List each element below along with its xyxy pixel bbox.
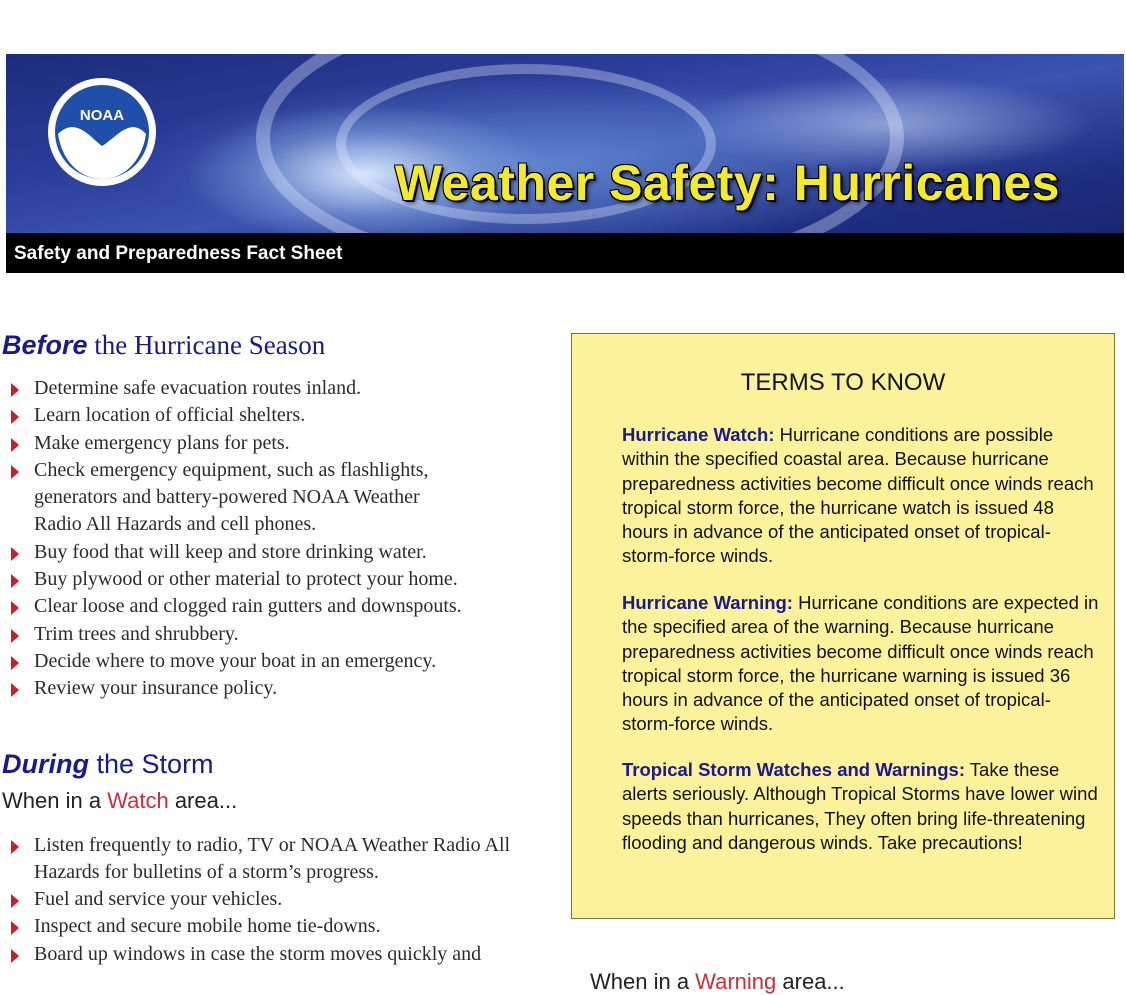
list-item	[0, 941, 560, 968]
bullet-arrow-icon	[11, 894, 19, 908]
term-label: Tropical Storm Watches and Warnings:	[622, 759, 965, 780]
watch-word: Watch	[107, 787, 169, 813]
during-heading-rest: the Storm	[89, 748, 214, 779]
list-item-text: Buy food that will keep and store drinking water.	[34, 540, 427, 563]
list-item-text: Trim trees and shrubbery.	[34, 622, 239, 645]
term-entry-tropical-storm	[622, 758, 1100, 855]
list-item	[0, 593, 560, 620]
bullet-arrow-icon	[11, 574, 19, 588]
left-column	[0, 330, 560, 968]
term-label: Hurricane Watch:	[622, 424, 775, 445]
warning-subheading	[590, 969, 845, 995]
terms-title: TERMS TO KNOW	[740, 369, 946, 396]
before-heading	[2, 330, 560, 361]
watch-list	[0, 832, 560, 968]
bullet-arrow-icon	[11, 410, 19, 424]
banner-title: Weather Safety: Hurricanes	[394, 155, 1060, 211]
list-item	[0, 375, 560, 402]
list-item	[0, 402, 560, 429]
terms-box	[571, 333, 1115, 919]
list-item-text: Board up windows in case the storm moves quickly and	[34, 942, 482, 965]
list-item	[0, 430, 560, 457]
bullet-arrow-icon	[11, 840, 19, 854]
list-item	[0, 913, 560, 940]
noaa-logo-icon	[46, 76, 158, 188]
during-heading-em: During	[2, 748, 89, 779]
term-label: Hurricane Warning:	[622, 592, 793, 613]
logo-text: NOAA	[79, 107, 125, 124]
bullet-arrow-icon	[11, 683, 19, 697]
before-heading-rest: the Hurricane Season	[87, 330, 326, 360]
list-item-text: Make emergency plans for pets.	[34, 431, 290, 454]
banner-subtitle: Safety and Preparedness Fact Sheet	[14, 243, 343, 264]
term-definition: Hurricane conditions are possible within the specified coastal area. Because hurricane preparedness activities become difficult once winds reach tropical storm force, the hurricane watch is issued 48 hours in advance of the anticipated onset of tropical-storm-force winds.	[622, 424, 1094, 567]
before-list	[0, 375, 560, 703]
bullet-arrow-icon	[11, 383, 19, 397]
bullet-arrow-icon	[11, 949, 19, 963]
list-item-text: Decide where to move your boat in an emergency.	[34, 649, 437, 672]
bullet-arrow-icon	[11, 601, 19, 615]
bullet-arrow-icon	[11, 547, 19, 561]
warning-subheading-post: area...	[776, 969, 845, 994]
before-heading-em: Before	[2, 330, 88, 360]
bullet-arrow-icon	[11, 656, 19, 670]
list-item-text: Check emergency equipment, such as flashlights, generators and battery-powered NOAA Weather Radio All Hazards and cell phones.	[34, 458, 429, 536]
term-entry-hurricane-watch	[622, 423, 1100, 569]
list-item-text: Listen frequently to radio, TV or NOAA Weather Radio All Hazards for bulletins of a storm’s progress.	[34, 833, 511, 883]
list-item-text: Clear loose and clogged rain gutters and downspouts.	[34, 595, 462, 618]
term-definition: Take these alerts seriously. Although Tropical Storms have lower wind speeds than hurricanes, They often bring life-threatening flooding and dangerous winds. Take precautions!	[622, 759, 1098, 853]
list-item	[0, 566, 560, 593]
header-banner	[6, 54, 1124, 273]
list-item	[0, 675, 560, 702]
term-entry-hurricane-warning	[622, 591, 1100, 737]
list-item-text: Inspect and secure mobile home tie-downs.	[34, 915, 381, 938]
bullet-arrow-icon	[11, 921, 19, 935]
list-item-text: Review your insurance policy.	[34, 677, 278, 700]
watch-subheading-pre: When in a	[2, 787, 108, 813]
bullet-arrow-icon	[11, 438, 19, 452]
warning-word: Warning	[695, 969, 777, 994]
warning-subheading-pre: When in a	[590, 969, 696, 994]
term-definition: Hurricane conditions are expected in the specified area of the warning. Because hurricane preparedness activities become difficult once winds reach tropical storm force, the hurricane warning is issued 36 hours in advance of the anticipated onset of tropical-storm-force winds.	[622, 592, 1099, 735]
list-item-text: Determine safe evacuation routes inland.	[34, 377, 362, 399]
bullet-arrow-icon	[11, 629, 19, 643]
list-item	[0, 648, 560, 675]
watch-subheading-post: area...	[168, 787, 238, 813]
list-item	[0, 457, 560, 539]
watch-subheading	[2, 788, 560, 814]
list-item	[0, 539, 560, 566]
list-item	[0, 621, 560, 648]
during-heading	[2, 749, 560, 780]
list-item-text: Learn location of official shelters.	[34, 404, 306, 427]
list-item	[0, 832, 560, 887]
list-item-text: Buy plywood or other material to protect your home.	[34, 568, 458, 591]
list-item	[0, 886, 560, 913]
bullet-arrow-icon	[11, 465, 19, 479]
list-item-text: Fuel and service your vehicles.	[34, 888, 283, 911]
